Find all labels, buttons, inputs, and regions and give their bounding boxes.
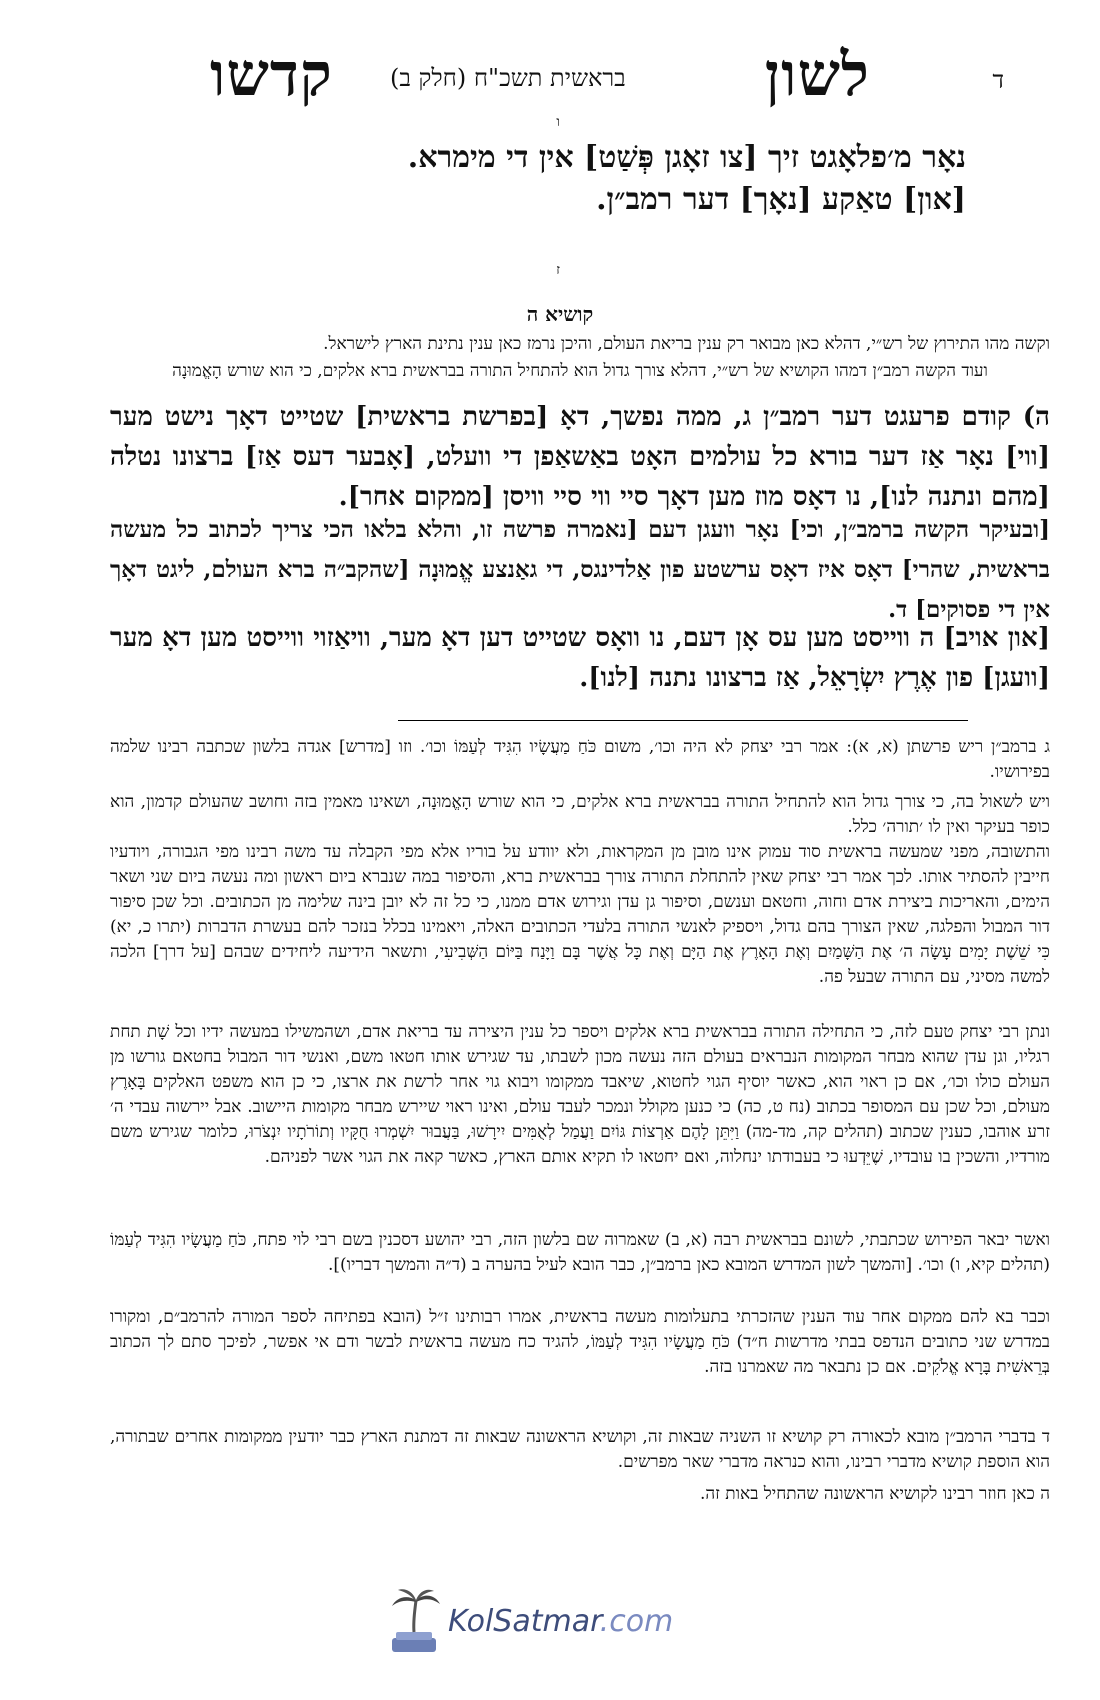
palm-tree-icon bbox=[386, 1588, 442, 1656]
kolsatmar-logo[interactable] bbox=[386, 1588, 674, 1656]
header-word-right: לשון bbox=[764, 40, 870, 110]
kushia-para-1: וקשה מהו התירוץ של רש״י, דהלא כאן מבואר רק ענין בריאת העולם, והיכן נרמז כאן ענין נתינת הארץ לישראל. bbox=[323, 334, 1050, 354]
main-para-2: [ובעיקר הקשה ברמב״ן, וכי] נאָר וועגן דעם [נאמרה פרשה זו, והלא בלאו הכי צריך לכתוב כל מעשה בראשית, שהרי] דאָס איז דאָס ערשטע פון אַלדינגס, די גאַנצע אֱמוּנָה [שהקב״ה ברא העולם, ליגט דאָך אין די פסוקים] ד. bbox=[110, 516, 1050, 623]
header-subtitle: בראשית תשכ"ח (חלק ב) bbox=[390, 64, 626, 92]
footnote-6: וכבר בא להם ממקום אחר עוד הענין שהזכרתי בתעלומות מעשה בראשית, אמרו רבותינו ז״ל (הובא בפתיחה לספר המורה להרמב״ם, ומקורו במדרש שני כתובים הנדפס בבתי מדרשות ח״ד) כֹּחַ מַעֲשָׂיו הִגִּיד לְעַמּוֹ, להגיד כח מעשה בראשית לבשר ודם אי אפשר, לפיכך סתם לך הכתוב בְּרֵאשִׁית בָּרָא אֱלֹקִים. אם כן נתבאר מה שאמרנו בזה. bbox=[110, 1307, 1050, 1377]
marker-zayin: ז bbox=[556, 262, 560, 278]
footnote-8: ה כאן חוזר רבינו לקושיא הראשונה שהתחיל באות זה. bbox=[699, 1484, 1050, 1504]
footnote-5: ואשר יבאר הפירוש שכתבתי, לשונם בבראשית רבה (א, ב) שאמרוה שם בלשון הזה, רבי יהושע דסכנין בשם רבי לוי פתח, כֹּחַ מַעֲשָׂיו הִגִּיד לְעַמּוֹ (תהלים קיא, ו) וכו׳. [והמשך לשון המדרש המובא כאן ברמב״ן, כבר הובא לעיל בהערה ב (ד״ה והמשך דבריו)]. bbox=[110, 1230, 1050, 1275]
footnote-divider bbox=[398, 720, 968, 721]
footnote-1: ג ברמב״ן ריש פרשתן (א, א): אמר רבי יצחק לא היה וכו׳, משום כֹּחַ מַעֲשָׂיו הִגִּיד לְעַמּוֹ וכו׳. וזו [מדרש] אגדה בלשון שכתבה רבינו שלמה בפירושיו. bbox=[110, 737, 1050, 782]
opening-line-1: נאָר מ׳פלאָגט זיך [צו זאָגן פְּשַׁט] אין די מימרא. bbox=[407, 140, 966, 175]
footnote-2: ויש לשאול בה, כי צורך גדול הוא להתחיל התורה בבראשית ברא אלקים, כי הוא שורש הָאֱמוּנָה, ושאינו מאמין בזה וחושב שהעולם קדמון, הוא כופר בעיקר ואין לו ׳תורה׳ כלל. bbox=[110, 792, 1050, 837]
header-word-left: קדשו bbox=[210, 40, 333, 110]
footnote-4: ונתן רבי יצחק טעם לזה, כי התחילה התורה בבראשית ברא אלקים ויספר כל ענין היצירה עד בריאת אדם, ושהמשילו במעשה ידיו וכל שָׁת תחת רגליו, וגן עדן שהוא מבחר המקומות הנבראים בעולם הזה נעשה מכון לשבתו, עד שגירש אותו חטאו משם, ואנשי דור המבול בחטאם גורשו מן העולם כולו וכו׳, אם כן ראוי הוא, כאשר יוסיף הגוי לחטוא, שיאבד ממקומו ויבוא גוי אחר לרשת את ארצו, כי כן הוא משפט האלקים בָּאָרֶץ מעולם, וכל שכן עם המסופר בכתוב (נח ט, כה) כי כנען מקולל ונמכר לעבד עולם, ואינו ראוי שיירש מבחר מקומות היישוב. אבל יירשוה עבדי ה׳ זרע אוהבו, כענין שכתוב (תהלים קה, מד-מה) וַיִּתֵּן לָהֶם אַרְצוֹת גּוֹיִם וַעֲמַל לְאֻמִּים יִירָשׁוּ, בַּעֲבוּר יִשְׁמְרוּ חֻקָּיו וְתוֹרֹתָיו יִנְצֹרוּ, כלומר שגירש משם מורדיו, והשכין בו עובדיו, שֶׁיֵּדְעוּ כי בעבודתו ינחלוה, ואם יחטאו לו תקיא אותם הארץ, כאשר קאה את הגוי אשר לפניהם. bbox=[110, 1022, 1050, 1167]
footnote-3: והתשובה, מפני שמעשה בראשית סוד עמוק אינו מובן מן המקראות, ולא יוודע על בוריו אלא מפי הקבלה עד משה רבינו מפי הגבורה, ויודעיו חייבין להסתיר אותו. לכך אמר רבי יצחק שאין להתחלת התורה צורך בבראשית ברא, והסיפור במה שנברא ביום ראשון ומה נעשה ביום שני ושאר הימים, והאריכות ביצירת אדם וחוה, וחטאם וענשם, וסיפור גן עדן וגירוש אדם ממנו, כי כל זה לא יובן בינה שלימה מן הכתובים. וכל שכן סיפור דור המבול והפלגה, שאין הצורך בהם גדול, ויספיק לאנשי התורה בלעדי הכתובים האלה, ויאמינו בכלל בנזכר להם בעשרת הדברות (יתרו כ, יא) כִּי שֵׁשֶׁת יָמִים עָשָׂה ה׳ אֶת הַשָּׁמַיִם וְאֶת הָאָרֶץ אֶת הַיָּם וְאֶת כָּל אֲשֶׁר בָּם וַיָּנַח בַּיּוֹם הַשְּׁבִיעִי, ותשאר הידיעה ליחידים שבהם [על דרך] הלכה למשה מסיני, עם התורה שבעל פה. bbox=[110, 842, 1050, 987]
opening-line-2: [און] טאַקע [נאָך] דער רמב״ן. bbox=[596, 182, 966, 217]
footnote-7: ד בדברי הרמב״ן מובא לכאורה רק קושיא זו השניה שבאות זה, וקושיא הראשונה שבאות זה דמתנת הארץ כבר יודעין ממקומות אחרים שבתורה, הוא הוספת קושיא מדברי רבינו, והוא כנראה מדברי שאר מפרשים. bbox=[110, 1427, 1050, 1472]
logo-domain: .com bbox=[599, 1604, 674, 1639]
kushia-title: קושיא ה bbox=[526, 302, 594, 326]
marker-vav: ו bbox=[556, 114, 560, 130]
main-para-1: ה) קודם פרעגט דער רמב״ן ג, ממה נפשך, דאָ [בפרשת בראשית] שטייט דאָך נישט מער [ווי] נאָר אַז דער בורא כל עולמים האָט באַשאַפן די וועלט, [אָבער דעס אַז] ברצונו נטלה [מהם ונתנה לנו], נו דאָס מוז מען דאָך סיי ווי סיי וויסן [ממקום אחר]. bbox=[110, 402, 1050, 512]
main-para-3: [און אויב] ה ווייסט מען עס אָן דעם, נו וואָס שטייט דען דאָ מער, וויאַזוי ווייסט מען דאָ מער [וועגן] פון אֶרֶץ יִשְׂרָאֵל, אַז ברצונו נתנה [לנו]. bbox=[110, 623, 1050, 693]
page-letter: ד bbox=[992, 66, 1004, 94]
kushia-para-2: ועוד הקשה רמב״ן דמהו הקושיא של רש״י, דהלא צורך גדול הוא להתחיל התורה בבראשית ברא אלקים, כי הוא שורש הָאֱמוּנָה bbox=[172, 361, 988, 381]
logo-name: KolSatmar bbox=[448, 1604, 600, 1639]
